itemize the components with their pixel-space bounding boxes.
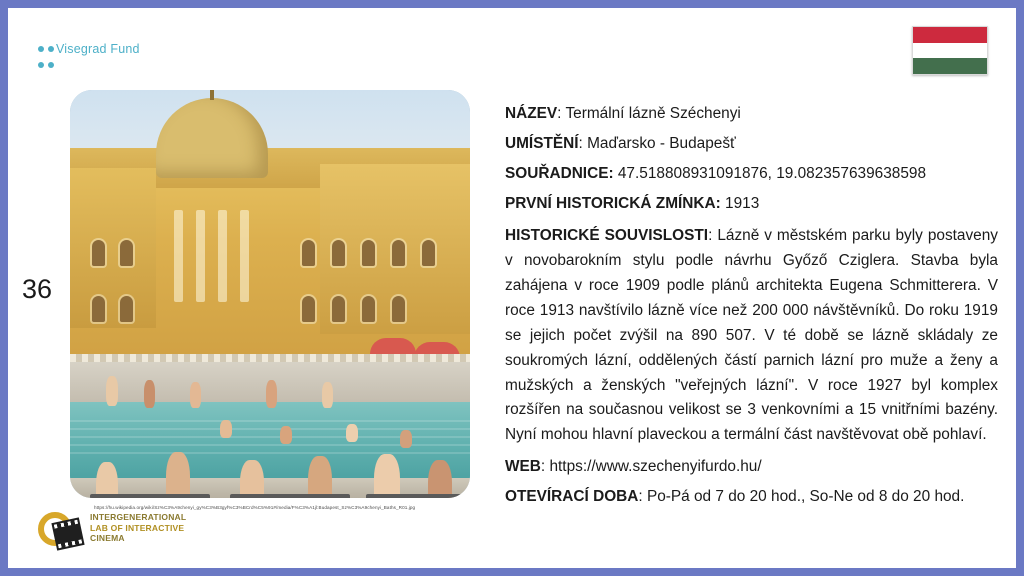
photo-window <box>302 296 315 322</box>
photo-building-left-wing <box>70 168 156 328</box>
photo-umbrella <box>370 338 416 354</box>
field-opening-hours-label: OTEVÍRACÍ DOBA <box>505 488 639 506</box>
photo-person <box>346 424 358 442</box>
spa-photo <box>70 90 470 498</box>
field-name-value: : Termální lázně Széchenyi <box>557 105 741 122</box>
lab-logo-line3: CINEMA <box>90 533 125 544</box>
photo-source-credit: https://hu.wikipedia.org/wiki/Sz%C3%A9chenyi_gy%C3%B3gyf%C3%BCrd%C5%91#/media/F%C3%A1jl:Budapest_Sz%C3%A9chenyi_Baths_R01.jpg <box>94 505 416 510</box>
field-opening-hours-value: : Po-Pá od 7 do 20 hod., So-Ne od 8 do 20 hod. <box>638 488 965 506</box>
field-first-mention <box>505 192 998 217</box>
field-opening-hours <box>505 485 998 510</box>
hungary-flag-icon <box>912 26 988 75</box>
field-web <box>505 455 998 480</box>
photo-window <box>332 296 345 322</box>
info-panel <box>505 102 998 515</box>
photo-window <box>120 240 133 266</box>
field-name-label: NÁZEV <box>505 105 558 122</box>
photo-person <box>308 456 332 498</box>
photo-person <box>220 420 232 438</box>
interactive-cinema-lab-logo <box>38 506 198 558</box>
field-history-value: : Lázně v městském parku byly postaveny v novobarokním stylu podle návrhu Győző Cziglera. Stavba byla zahájena v roce 1909 podle plánů architekta Eugena Schmitterera. V roce 1913 navštívilo lázně více než 200 000 návštěvníků. Do roku 1919 se jejich počet zvýšil na 890 507. V té době se lázně skládaly ze soukromých lázní, oddělených částí parnich lázní pro muže a ženy a mužských a ženských "veřejných lázní". V roce 1927 byl komplex rozšířen na současnou velikost se 3 venkovními a 15 vnitřními bazény. Nyní mohou hlavní plaveckou a termální část navštěvovat obě pohlaví. <box>505 226 998 444</box>
flag-stripe-red <box>913 27 987 43</box>
visegrad-dot-icon <box>38 46 44 52</box>
slide-canvas <box>8 8 1016 568</box>
photo-person <box>106 376 118 406</box>
visegrad-dot-icon <box>48 62 54 68</box>
photo-window <box>362 296 375 322</box>
visegrad-fund-logo <box>30 36 220 86</box>
flag-stripe-white <box>913 43 987 59</box>
photo-window <box>92 296 105 322</box>
visegrad-dot-icon <box>48 46 54 52</box>
field-web-value[interactable]: : https://www.szechenyifurdo.hu/ <box>540 458 762 476</box>
photo-person <box>166 452 190 498</box>
lab-logo-text <box>90 512 186 544</box>
field-location-value: : Maďarsko - Budapešť <box>578 134 736 152</box>
field-coordinates-label: SOUŘADNICE: <box>505 164 614 182</box>
photo-column <box>174 210 183 302</box>
photo-window <box>392 240 405 266</box>
field-first-mention-label: PRVNÍ HISTORICKÁ ZMÍNKA: <box>505 194 721 212</box>
photo-person <box>96 462 118 498</box>
photo-person <box>144 380 155 408</box>
slide-number: 36 <box>22 274 53 304</box>
photo-column <box>218 210 227 302</box>
photo-person <box>322 382 333 408</box>
field-history-label: HISTORICKÉ SOUVISLOSTI <box>505 226 709 244</box>
photo-window <box>422 240 435 266</box>
photo-person <box>240 460 264 498</box>
field-location <box>505 132 998 157</box>
photo-person <box>280 426 292 444</box>
film-strip-icon <box>51 517 84 550</box>
photo-person <box>428 460 452 498</box>
lab-logo-line1: INTERGENERATIONAL <box>90 512 187 522</box>
photo-column <box>196 210 205 302</box>
photo-person <box>266 380 277 408</box>
photo-window <box>362 240 375 266</box>
flag-stripe-green <box>913 58 987 74</box>
photo-person <box>374 454 400 498</box>
field-history <box>505 224 998 449</box>
film-reel-icon <box>38 508 82 552</box>
visegrad-dot-icon <box>38 62 44 68</box>
photo-person <box>400 430 412 448</box>
field-location-label: UMÍSTĚNÍ <box>505 134 579 152</box>
photo-bench <box>230 494 350 498</box>
field-first-mention-value: 1913 <box>720 194 760 212</box>
lab-logo-line2: LAB OF INTERACTIVE <box>90 522 185 533</box>
photo-window <box>332 240 345 266</box>
photo-column <box>240 210 249 302</box>
photo-bench <box>366 494 466 498</box>
photo-bench <box>90 494 210 498</box>
photo-illustration <box>70 90 470 498</box>
photo-person <box>190 382 201 408</box>
field-web-label: WEB <box>505 458 541 476</box>
visegrad-fund-label: Visegrad Fund <box>56 42 140 56</box>
field-name <box>505 102 998 127</box>
field-coordinates <box>505 162 998 187</box>
field-coordinates-value: 47.518808931091876, 19.082357639638598 <box>613 164 926 182</box>
photo-window <box>392 296 405 322</box>
photo-window <box>92 240 105 266</box>
photo-window <box>120 296 133 322</box>
photo-window <box>302 240 315 266</box>
